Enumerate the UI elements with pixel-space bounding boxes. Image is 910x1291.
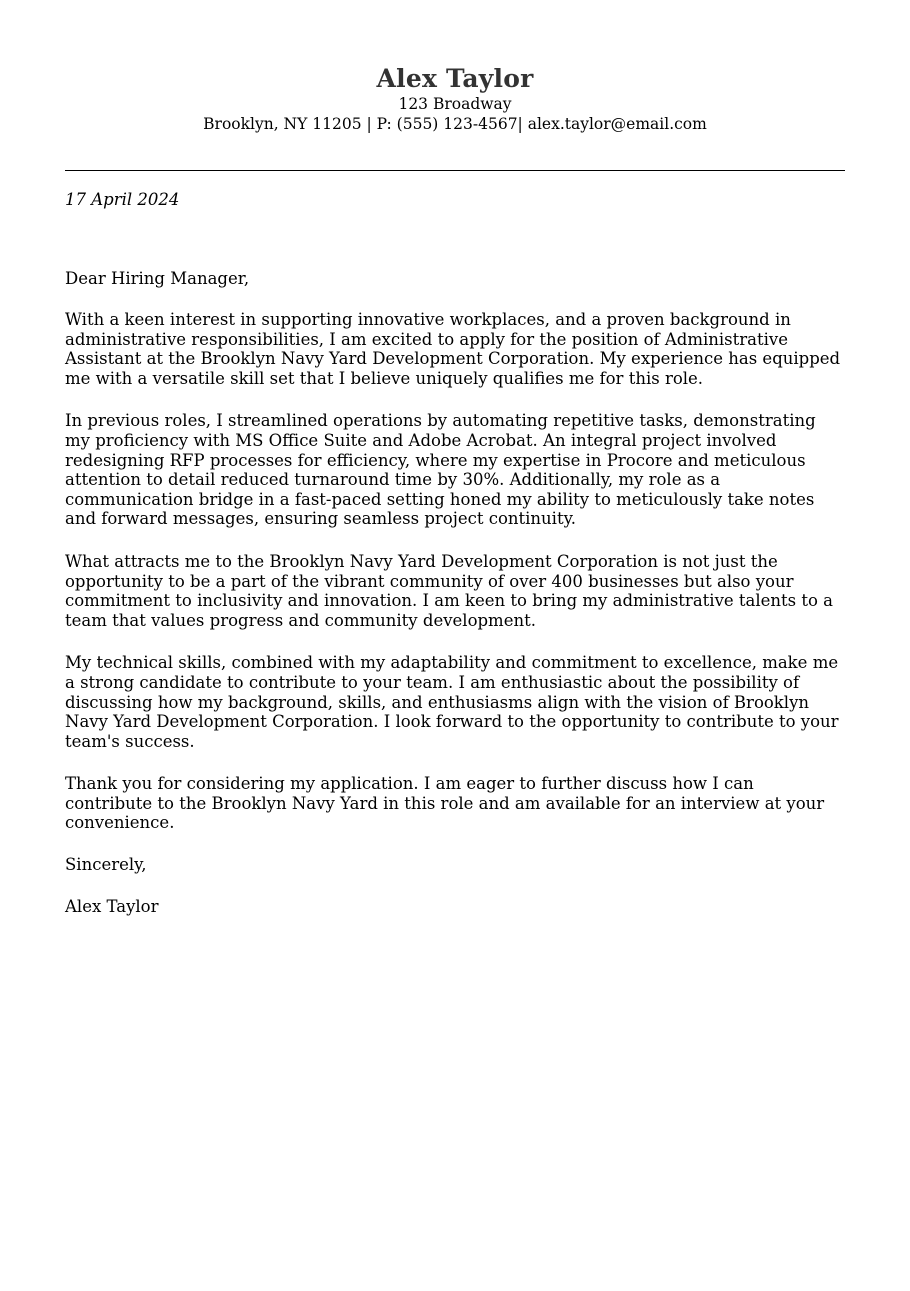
letter-date: 17 April 2024 <box>65 190 180 209</box>
sender-name: Alex Taylor <box>376 64 534 93</box>
body-paragraph-2: In previous roles, I streamlined operations by automating repetitive tasks, demonstrating my proficiency with MS Office Suite and Adobe Acrobat. An integral project involved redesigning RFP processes for efficiency, where my expertise in Procore and meticulous attention to detail reduced turnaround time by 30%. Additionally, my role as a communication bridge in a fast-paced setting honed my ability to meticulously take notes and forward messages, ensuring seamless project continuity. <box>65 411 816 529</box>
body-paragraph-4: My technical skills, combined with my adaptability and commitment to excellence, make me a strong candidate to contribute to your team. I am enthusiastic about the possibility of discussing how my background, skills, and enthusiasms align with the vision of Brooklyn Navy Yard Development Corporation. I look forward to the opportunity to contribute to your team's success. <box>65 653 839 751</box>
body-paragraph-5: Thank you for considering my application. I am eager to further discuss how I can contribute to the Brooklyn Navy Yard in this role and am available for an interview at your convenience. <box>65 774 825 833</box>
header-divider <box>65 170 845 171</box>
body-paragraph-3: What attracts me to the Brooklyn Navy Yard Development Corporation is not just the opportunity to be a part of the vibrant community of over 400 businesses but also your commitment to inclusivity and innovation. I am keen to bring my administrative talents to a team that values progress and community development. <box>65 551 834 630</box>
closing: Sincerely, <box>65 855 147 875</box>
salutation: Dear Hiring Manager, <box>65 269 250 288</box>
cover-letter-page <box>65 0 845 918</box>
body-paragraph-1: With a keen interest in supporting innovative workplaces, and a proven background in administrative responsibilities, I am excited to apply for the position of Administrative Assistant at the Brooklyn Navy Yard Development Corporation. My experience has equipped me with a versatile skill set that I believe uniquely qualifies me for this role. <box>65 310 841 388</box>
letter-header <box>65 0 845 134</box>
sender-contact-line: Brooklyn, NY 11205 | P: (555) 123-4567| alex.taylor@email.com <box>203 114 707 133</box>
sender-street: 123 Broadway <box>398 95 512 113</box>
signature: Alex Taylor <box>65 897 159 917</box>
